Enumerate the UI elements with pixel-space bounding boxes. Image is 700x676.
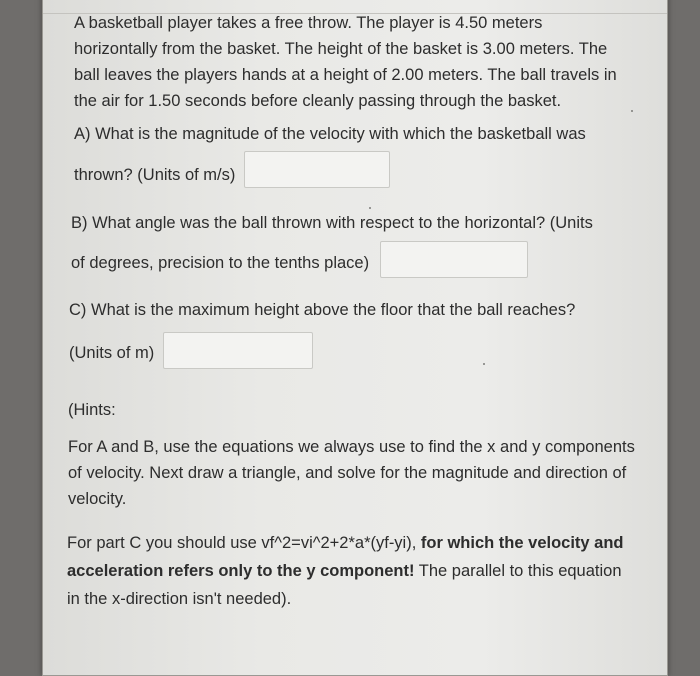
answer-b-input[interactable] [380, 241, 528, 278]
question-card [42, 0, 668, 676]
problem-statement: A basketball player takes a free throw. The player is 4.50 meters horizontally from the basket. The height of the basket is 3.00 meters. The ball leaves the players hands at a height of 2.00 meters. The ball travels in the air for 1.50 seconds before cleanly passing through the basket. [74, 14, 617, 110]
hints-paragraph-2 [67, 529, 627, 613]
hints-p2-start: For part C you should use vf^2=vi^2+2*a*(yf-yi), [67, 534, 421, 552]
question-a-label-cont: thrown? (Units of m/s) [74, 166, 236, 184]
answer-a-input[interactable] [244, 151, 390, 188]
question-b-label: B) What angle was the ball thrown with respect to the horizontal? (Units [71, 214, 593, 232]
question-b-label-cont: of degrees, precision to the tenths place) [71, 254, 370, 272]
hints-heading: (Hints: [68, 401, 116, 419]
speck [369, 207, 371, 209]
question-c-label-cont: (Units of m) [69, 344, 155, 362]
hints-p2-end: The parallel to this equation in the x-direction isn't needed). [67, 562, 622, 608]
question-a-label: A) What is the magnitude of the velocity with which the basketball was [74, 125, 586, 143]
hints-paragraph-1: For A and B, use the equations we always use to find the x and y components of velocity. Next draw a triangle, and solve for the magnitude and direction of velocity. [68, 438, 635, 508]
question-c-label: C) What is the maximum height above the floor that the ball reaches? [69, 301, 576, 319]
answer-c-input[interactable] [163, 332, 313, 369]
speck [631, 110, 633, 112]
speck [483, 363, 485, 365]
hints-p2-bold: for which the velocity and acceleration refers only to the y component! [67, 534, 624, 580]
